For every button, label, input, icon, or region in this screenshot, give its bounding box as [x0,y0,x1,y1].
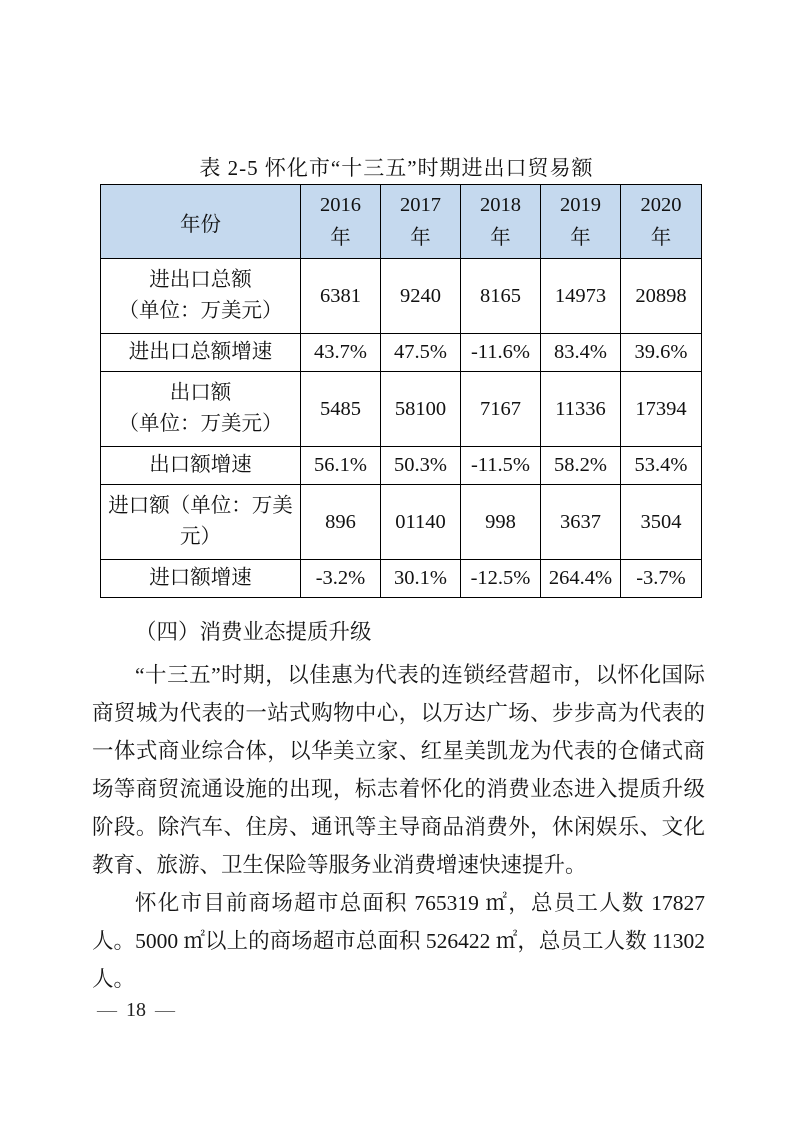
cell-value: 43.7% [301,334,381,372]
cell-value: 896 [301,485,381,560]
col-header-year: 2017 年 [381,185,461,259]
table-caption: 表 2-5 怀化市“十三五”时期进出口贸易额 [199,156,594,180]
table-row [101,334,702,372]
cell-value: 9240 [381,259,461,334]
table-row [101,485,702,560]
col-header-year: 2018 年 [461,185,541,259]
cell-value: -12.5% [461,560,541,598]
cell-value: 30.1% [381,560,461,598]
row-label: 进口额（单位：万美 元） [101,485,301,560]
col-header-year: 2020 年 [621,185,702,259]
corner-label: 年份 [180,213,221,236]
paragraph: 怀化市目前商场超市总面积 765319 ㎡，总员工人数 17827 人。5000 ㎡以上的商场超市总面积 526422 ㎡，总员工人数 11302 人。 [92,891,705,991]
cell-value: 8165 [461,259,541,334]
body-text [92,612,705,998]
cell-value: 58100 [381,372,461,447]
trade-table [100,184,702,598]
table-row [101,372,702,447]
cell-value: 998 [461,485,541,560]
table-row [101,447,702,485]
cell-value: 14973 [541,259,621,334]
row-label: 出口额 （单位：万美元） [101,372,301,447]
cell-value: 11336 [541,372,621,447]
col-header-year: 2019 年 [541,185,621,259]
section-heading: （四）消费业态提质升级 [135,620,372,644]
page-number: 18 [126,999,146,1021]
cell-value: -11.6% [461,334,541,372]
cell-value: 39.6% [621,334,702,372]
cell-value: 01140 [381,485,461,560]
row-label: 出口额增速 [101,447,301,485]
table-header-row [101,185,702,259]
cell-value: 5485 [301,372,381,447]
table-row [101,259,702,334]
cell-value: 17394 [621,372,702,447]
cell-value: 83.4% [541,334,621,372]
footer-left-dash: — [97,999,117,1021]
cell-value: 6381 [301,259,381,334]
row-label: 进口额增速 [101,560,301,598]
cell-value: -11.5% [461,447,541,485]
col-header-year: 2016 年 [301,185,381,259]
cell-value: 56.1% [301,447,381,485]
table-row [101,560,702,598]
cell-value: 50.3% [381,447,461,485]
cell-value: 53.4% [621,447,702,485]
cell-value: 58.2% [541,447,621,485]
cell-value: 20898 [621,259,702,334]
cell-value: -3.7% [621,560,702,598]
row-label: 进出口总额 （单位：万美元） [101,259,301,334]
cell-value: 3637 [541,485,621,560]
footer-right-dash: — [155,999,175,1021]
cell-value: -3.2% [301,560,381,598]
row-label: 进出口总额增速 [101,334,301,372]
paragraph: “十三五”时期，以佳惠为代表的连锁经营超市，以怀化国际商贸城为代表的一站式购物中心，以万达广场、步步高为代表的一体式商业综合体，以华美立家、红星美凯龙为代表的仓储式商场等商贸流通设施的出现，标志着怀化的消费业态进入提质升级阶段。除汽车、住房、通讯等主导商品消费外，休闲娱乐、文化教育、旅游、卫生保险等服务业消费增速快速提升。 [92,663,705,877]
cell-value: 7167 [461,372,541,447]
cell-value: 3504 [621,485,702,560]
page-footer [97,999,175,1022]
cell-value: 264.4% [541,560,621,598]
cell-value: 47.5% [381,334,461,372]
year-corner-cell [101,185,301,259]
